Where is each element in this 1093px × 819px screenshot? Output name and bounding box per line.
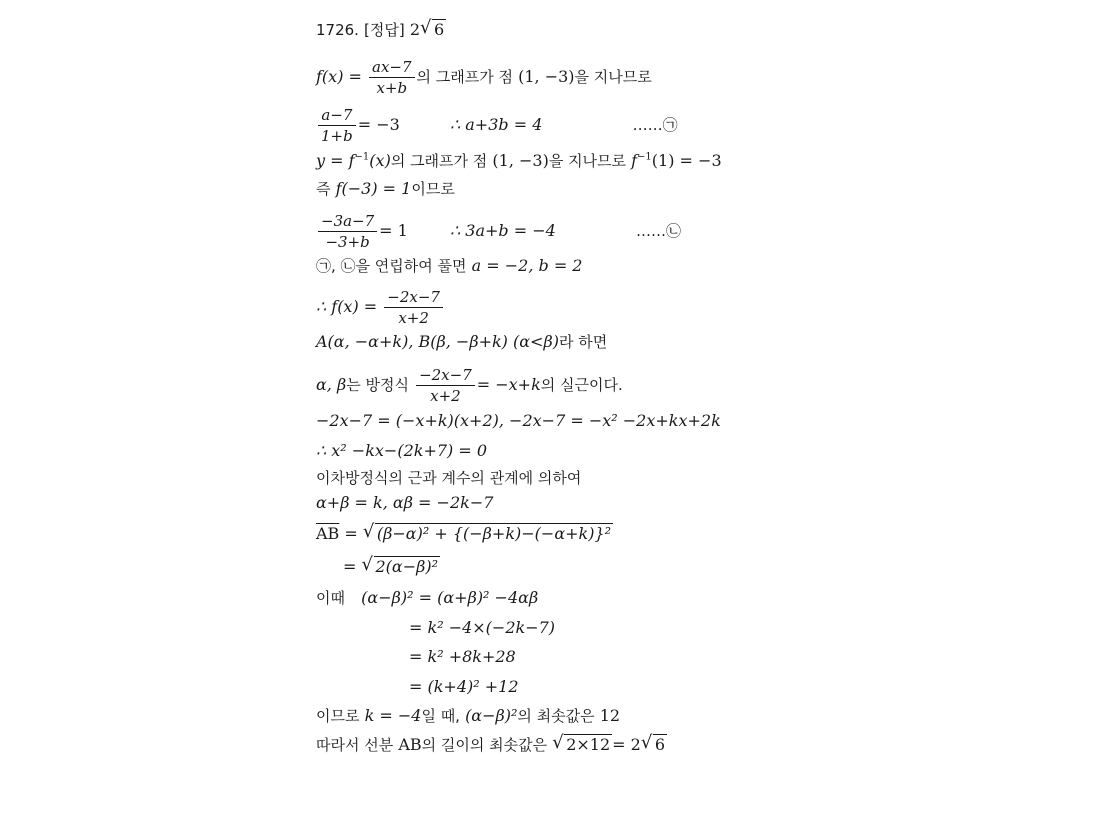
answer-header <box>316 17 446 40</box>
fraction: $\frac{ax-7}{x+b}$ <box>369 58 415 97</box>
line-expand: −2x−7 = (−x+k)(x+2), −2x−7 = −x² −2x+kx+2k <box>316 411 721 430</box>
marker-1: ……㉠ <box>632 116 678 134</box>
line-vieta: α+β = k, αβ = −2k−7 <box>316 493 494 512</box>
problem-number: 1726. <box>316 21 359 39</box>
marker-2: ……㉡ <box>636 222 682 240</box>
line-then: 이때 (α−β)² = (α+β)² −4αβ <box>316 588 539 607</box>
fraction: $\frac{-2x-7}{x+2}$ <box>384 288 443 327</box>
line-solve: ㉠, ㉡을 연립하여 풀면 a = −2, b = 2 <box>316 256 583 275</box>
line-step-1: = k² −4×(−2k−7) <box>409 618 556 637</box>
radical: √ 2×12 <box>552 732 611 754</box>
fraction: $\frac{a-7}{1+b}$ <box>318 106 356 145</box>
answer-radical: √ 6 <box>420 17 445 39</box>
line-vieta-text: 이차방정식의 근과 계수의 관계에 의하여 <box>316 469 582 487</box>
answer-label: [정답] <box>364 21 405 39</box>
line-roots: α, β는 방정식 $\frac{-2x-7}{x+2}$ = −x+k의 실근이다. <box>316 366 623 405</box>
line-quadratic: ∴ x² −kx−(2k+7) = 0 <box>316 441 488 460</box>
line-minimum: 이므로 k = −4일 때, (α−β)²의 최솟값은 12 <box>316 706 621 725</box>
line-inverse: $y = f^{-1}(x)$의 그래프가 점 (1, −3)을 지나므로 $f^{-1}(1) = -3$ <box>316 151 722 170</box>
line-thus: 즉 f(−3) = 1이므로 <box>316 179 455 198</box>
answer-coef: 2 <box>409 20 421 39</box>
line-step-2: = k² +8k+28 <box>409 647 516 666</box>
line-fx-result: ∴ f(x) = $\frac{-2x-7}{x+2}$ <box>316 288 445 327</box>
line-conclusion: 따라서 선분 AB의 길이의 최솟값은 √ 2×12 = 2 √ 6 <box>316 732 665 754</box>
radical: √ 6 <box>640 732 665 754</box>
line-step-3: = (k+4)² +12 <box>409 677 519 696</box>
line-ab-simplified: = √ 2(α−β)² <box>343 554 439 576</box>
line-equation-2: $\frac{-3a-7}{-3+b}$ = 1 ∴ 3a+b = −4 ……㉡ <box>316 212 681 251</box>
radical: √ 2(α−β)² <box>361 554 439 576</box>
radical: √ (β−α)² + {(−β+k)−(−α+k)}² <box>362 521 612 543</box>
line-points: A(α, −α+k), B(β, −β+k) (α<β)라 하면 <box>316 332 608 351</box>
line-equation-1: $\frac{a-7}{1+b}$ = −3 ∴ a+3b = 4 ……㉠ <box>316 106 678 145</box>
line-ab-length: $\overline{AB}$ = √ (β−α)² + {(−β+k)−(−α+k)}² <box>316 521 612 543</box>
line-function-def: f(x) = $\frac{ax-7}{x+b}$ 의 그래프가 점 (1, −3)을 지나므로 <box>316 58 652 97</box>
fraction: $\frac{-2x-7}{x+2}$ <box>416 366 475 405</box>
fraction: $\frac{-3a-7}{-3+b}$ <box>318 212 377 251</box>
